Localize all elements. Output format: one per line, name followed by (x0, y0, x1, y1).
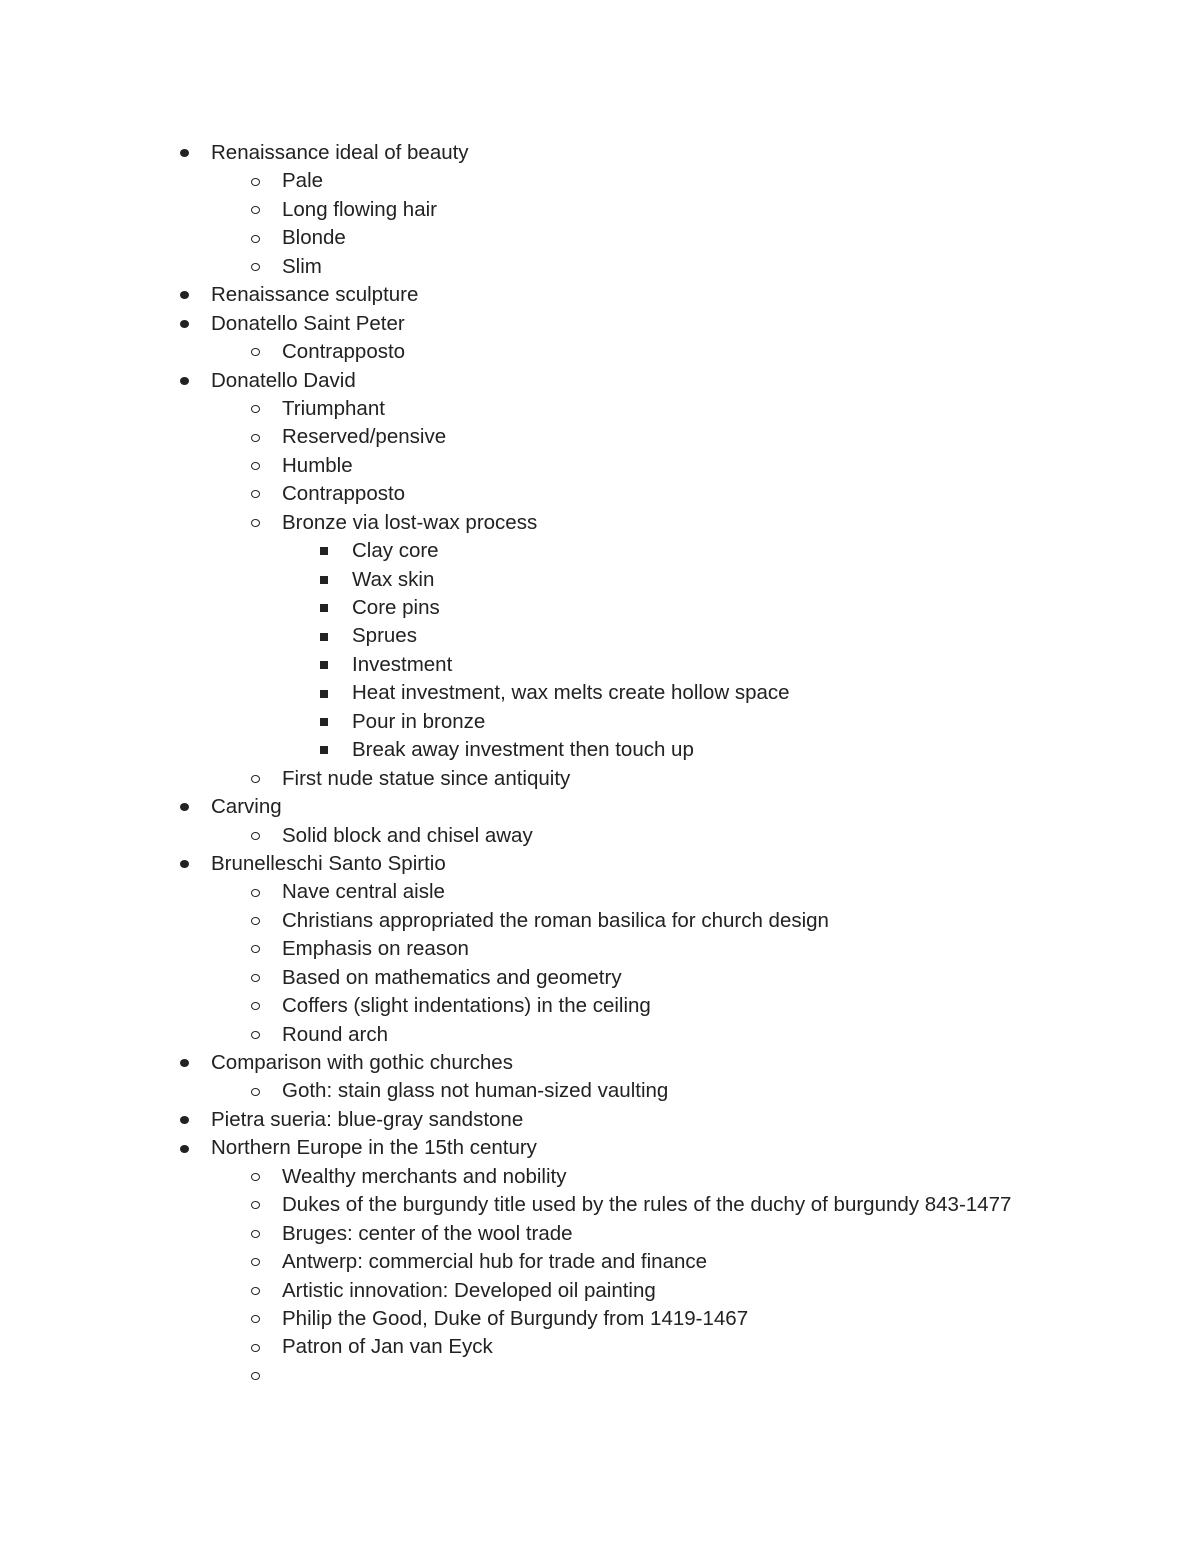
list-item-text: Pale (282, 169, 324, 193)
hollow-circle-bullet-icon (248, 765, 262, 793)
list-item-level-2 (0, 338, 1200, 366)
hollow-circle-bullet-icon (248, 1220, 262, 1248)
filled-circle-bullet-icon (177, 1134, 191, 1162)
filled-circle-bullet-icon (177, 367, 191, 395)
list-item-text: Clay core (352, 539, 439, 563)
hollow-circle-bullet-icon (248, 1362, 262, 1390)
hollow-circle-bullet-icon (248, 1021, 262, 1049)
list-item-level-2 (0, 1362, 1200, 1390)
hollow-circle-bullet-icon (248, 964, 262, 992)
list-item-text: Slim (282, 254, 322, 278)
list-item-level-2 (0, 480, 1200, 508)
hollow-circle-bullet-icon (248, 167, 262, 195)
list-item-text: Break away investment then touch up (352, 738, 694, 762)
list-item-text: Pietra sueria: blue-gray sandstone (211, 1107, 524, 1131)
list-item-text: Heat investment, wax melts create hollow space (352, 681, 790, 705)
hollow-circle-bullet-icon (248, 1248, 262, 1276)
list-item-text: Antwerp: commercial hub for trade and finance (282, 1250, 708, 1274)
hollow-circle-bullet-icon (248, 1077, 262, 1105)
list-item-text: Renaissance sculpture (211, 283, 419, 307)
list-item-level-2 (0, 224, 1200, 252)
filled-circle-bullet-icon (177, 850, 191, 878)
hollow-circle-bullet-icon (248, 1277, 262, 1305)
list-item-level-3 (0, 708, 1200, 736)
square-bullet-icon (317, 651, 331, 679)
list-item-text: Bruges: center of the wool trade (282, 1221, 573, 1245)
list-item-text: Pour in bronze (352, 709, 486, 733)
list-item-text: Carving (211, 795, 282, 819)
hollow-circle-bullet-icon (248, 822, 262, 850)
list-item-text: Humble (282, 453, 353, 477)
list-item-text: Philip the Good, Duke of Burgundy from 1419-1467 (282, 1306, 749, 1330)
filled-circle-bullet-icon (177, 310, 191, 338)
square-bullet-icon (317, 594, 331, 622)
list-item-text: Northern Europe in the 15th century (211, 1136, 537, 1160)
list-item-text: Donatello David (211, 368, 356, 392)
list-item-text: Christians appropriated the roman basilica for church design (282, 908, 829, 932)
square-bullet-icon (317, 736, 331, 764)
hollow-circle-bullet-icon (248, 992, 262, 1020)
hollow-circle-bullet-icon (248, 253, 262, 281)
list-item-level-2 (0, 1163, 1200, 1191)
list-item-text: Reserved/pensive (282, 425, 447, 449)
list-item-level-2 (0, 878, 1200, 906)
list-item-level-2 (0, 822, 1200, 850)
list-item-text: Comparison with gothic churches (211, 1051, 513, 1074)
list-item-level-2 (0, 935, 1200, 963)
list-item-text: Artistic innovation: Developed oil painting (282, 1278, 656, 1302)
list-item-level-1 (0, 793, 1200, 821)
list-item-level-2 (0, 1220, 1200, 1248)
filled-circle-bullet-icon (177, 1049, 191, 1077)
list-item-level-2 (0, 964, 1200, 992)
list-item-text: Emphasis on reason (282, 937, 469, 961)
list-item-level-2 (0, 1277, 1200, 1305)
hollow-circle-bullet-icon (248, 1191, 262, 1219)
list-item-level-1 (0, 139, 1200, 167)
list-item-text: Core pins (352, 596, 440, 619)
list-item-level-1 (0, 1106, 1200, 1134)
hollow-circle-bullet-icon (248, 907, 262, 935)
hollow-circle-bullet-icon (248, 480, 262, 508)
list-item-level-3 (0, 651, 1200, 679)
hollow-circle-bullet-icon (248, 452, 262, 480)
list-item-level-2 (0, 992, 1200, 1020)
list-item-text: Solid block and chisel away (282, 823, 533, 847)
list-item-level-2 (0, 167, 1200, 195)
hollow-circle-bullet-icon (248, 935, 262, 963)
list-item-text: Bronze via lost-wax process (282, 510, 538, 534)
hollow-circle-bullet-icon (248, 224, 262, 252)
list-item-level-2 (0, 1333, 1200, 1361)
list-item-level-3 (0, 736, 1200, 764)
hollow-circle-bullet-icon (248, 338, 262, 366)
list-item-text: Renaissance ideal of beauty (211, 141, 469, 164)
filled-circle-bullet-icon (177, 1106, 191, 1134)
square-bullet-icon (317, 622, 331, 650)
hollow-circle-bullet-icon (248, 509, 262, 537)
filled-circle-bullet-icon (177, 139, 191, 167)
list-item-level-2 (0, 395, 1200, 423)
list-item-level-1 (0, 310, 1200, 338)
list-item-level-1 (0, 1134, 1200, 1162)
list-item-text: Goth: stain glass not human-sized vaulting (282, 1079, 669, 1103)
hollow-circle-bullet-icon (248, 1163, 262, 1191)
list-item-level-3 (0, 679, 1200, 707)
hollow-circle-bullet-icon (248, 395, 262, 423)
list-item-text: Donatello Saint Peter (211, 311, 405, 335)
list-item-text: Coffers (slight indentations) in the ceiling (282, 994, 651, 1018)
filled-circle-bullet-icon (177, 793, 191, 821)
list-item-level-3 (0, 537, 1200, 565)
list-item-text: Long flowing hair (282, 197, 437, 221)
list-item-text: Patron of Jan van Eyck (282, 1335, 493, 1359)
list-item-level-2 (0, 907, 1200, 935)
list-item-level-2 (0, 1191, 1200, 1219)
list-item-text: Wax skin (352, 567, 435, 591)
square-bullet-icon (317, 708, 331, 736)
list-item-level-1 (0, 1049, 1200, 1077)
list-item-level-1 (0, 367, 1200, 395)
list-item-text: Nave central aisle (282, 880, 445, 904)
list-item-text: Blonde (282, 226, 346, 250)
list-item-level-3 (0, 622, 1200, 650)
list-item-level-2 (0, 1248, 1200, 1276)
list-item-level-2 (0, 423, 1200, 451)
list-item-text: Brunelleschi Santo Spirtio (211, 851, 446, 875)
list-item-text: Dukes of the burgundy title used by the rules of the duchy of burgundy 843-1477 (282, 1193, 1012, 1217)
hollow-circle-bullet-icon (248, 1333, 262, 1361)
list-item-level-2 (0, 253, 1200, 281)
hollow-circle-bullet-icon (248, 1305, 262, 1333)
filled-circle-bullet-icon (177, 281, 191, 309)
list-item-text: Triumphant (282, 396, 385, 420)
list-item-text: Contrapposto (282, 482, 406, 506)
list-item-level-1 (0, 850, 1200, 878)
document-page (0, 139, 1200, 1390)
square-bullet-icon (317, 566, 331, 594)
list-item-level-1 (0, 281, 1200, 309)
hollow-circle-bullet-icon (248, 423, 262, 451)
list-item-text: Based on mathematics and geometry (282, 965, 622, 989)
list-item-text: Investment (352, 652, 453, 676)
list-item-level-2 (0, 509, 1200, 537)
list-item-level-2 (0, 452, 1200, 480)
hollow-circle-bullet-icon (248, 878, 262, 906)
list-item-level-3 (0, 594, 1200, 622)
list-item-level-2 (0, 196, 1200, 224)
list-item-level-2 (0, 1077, 1200, 1105)
list-item-text: Sprues (352, 624, 417, 648)
list-item-text: Round arch (282, 1022, 388, 1046)
list-item-text: Contrapposto (282, 340, 406, 364)
list-item-text: Wealthy merchants and nobility (282, 1164, 567, 1188)
square-bullet-icon (317, 537, 331, 565)
list-item-level-2 (0, 1305, 1200, 1333)
list-item-level-2 (0, 1021, 1200, 1049)
square-bullet-icon (317, 679, 331, 707)
list-item-level-2 (0, 765, 1200, 793)
list-item-level-3 (0, 566, 1200, 594)
list-item-text: First nude statue since antiquity (282, 766, 571, 790)
hollow-circle-bullet-icon (248, 196, 262, 224)
